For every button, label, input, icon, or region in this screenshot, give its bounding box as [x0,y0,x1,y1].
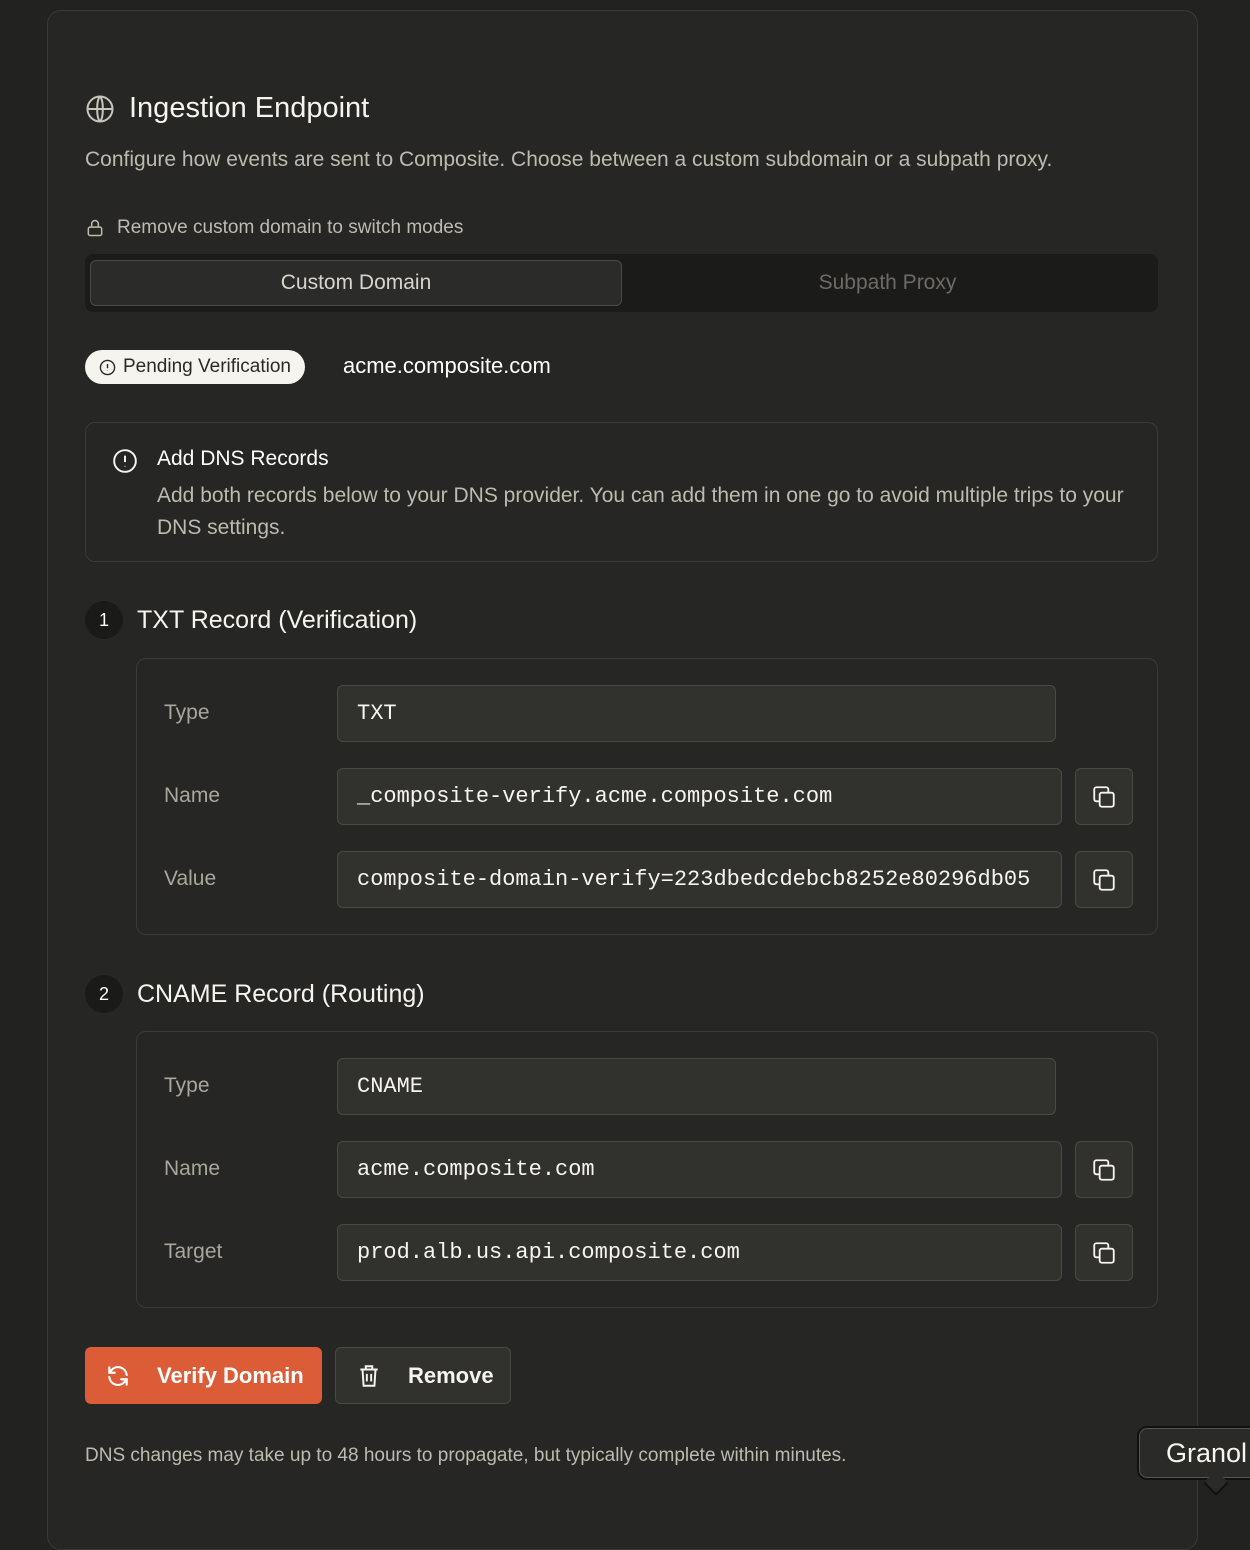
copy-button[interactable] [1075,851,1133,908]
record-row [137,1224,1157,1281]
target-field[interactable]: prod.alb.us.api.composite.com [337,1224,1062,1281]
field-label: Type [164,1074,210,1097]
verify-domain-button[interactable] [85,1347,322,1404]
mode-toggle [85,254,1158,312]
copy-icon [1091,1240,1117,1266]
type-field[interactable]: TXT [337,685,1056,742]
domain-name: acme.composite.com [343,353,551,378]
name-field[interactable]: acme.composite.com [337,1141,1062,1198]
record-row [137,1141,1157,1198]
step-heading-txt [85,601,417,639]
section-title [85,92,369,125]
tab-subpath-proxy[interactable]: Subpath Proxy [818,271,957,294]
copy-button[interactable] [1075,1141,1133,1198]
copy-icon [1091,1157,1117,1183]
globe-icon [85,94,115,124]
record-row [137,851,1157,908]
step-number: 1 [85,601,123,639]
field-label: Name [164,784,221,807]
field-label: Type [164,701,210,724]
remove-button[interactable] [335,1347,511,1404]
info-title: Add DNS Records [157,447,329,470]
copy-icon [1091,784,1117,810]
tooltip: Granol [1137,1426,1250,1480]
lock-note [85,217,463,239]
field-label: Name [164,1157,221,1180]
step-title: TXT Record (Verification) [137,605,418,634]
section-description: Configure how events are sent to Composite. Choose between a custom subdomain or a subpath proxy. [85,148,1053,171]
info-circle-icon [112,448,138,474]
name-field[interactable]: _composite-verify.acme.composite.com [337,768,1062,825]
step-heading-cname [85,975,425,1013]
field-label: Target [164,1240,223,1263]
trash-icon [356,1363,382,1389]
info-text: Add both records below to your DNS provider. You can add them in one go to avoid multiple trips to your DNS settings. [157,484,1124,539]
propagation-note: DNS changes may take up to 48 hours to propagate, but typically complete within minutes. [85,1445,847,1466]
alert-circle-icon [99,359,116,376]
status-badge-text: Pending Verification [123,356,291,377]
value-field[interactable]: composite-domain-verify=223dbedcdebcb8252e80296db05 [337,851,1062,908]
status-badge [85,350,305,384]
lock-note-text: Remove custom domain to switch modes [117,217,464,238]
cname-record-card [136,1031,1158,1308]
step-number: 2 [85,975,123,1013]
copy-button[interactable] [1075,768,1133,825]
copy-icon [1091,867,1117,893]
record-row [137,685,1157,742]
field-label: Value [164,867,217,890]
title-text: Ingestion Endpoint [129,92,370,124]
copy-button[interactable] [1075,1224,1133,1281]
txt-record-card [136,658,1158,935]
step-title: CNAME Record (Routing) [137,979,425,1008]
record-row [137,1058,1157,1115]
refresh-icon [105,1363,131,1389]
remove-label: Remove [408,1362,494,1388]
tab-custom-domain[interactable]: Custom Domain [90,260,622,306]
record-row [137,768,1157,825]
verify-label: Verify Domain [157,1362,304,1388]
lock-icon [85,218,105,238]
dns-info-box [85,422,1158,562]
type-field[interactable]: CNAME [337,1058,1056,1115]
